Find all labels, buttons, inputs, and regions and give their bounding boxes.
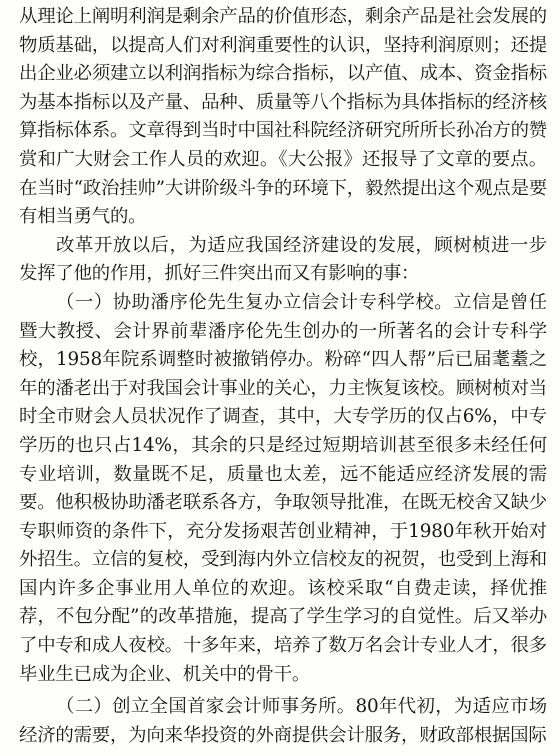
paragraph-profit-theory: 从理论上阐明利润是剩余产品的价值形态，剩余产品是社会发展的物质基础，以提高人们对利润重要性的认识，坚持利润原则；还提出企业必须建立以利润指标为综合指标，以产值、成本、资金指标为基本指标以及产量、品种、质量等八个指标为具体指标的经济核算指标体系。文章得到当时中国社科院经济研究所所长孙冶方的赞赏和广大财会工作人员的欢迎。《大公报》还报导了文章的要点。在当时“政治挂帅”大讲阶级斗争的环境下，毅然提出这个观点是要有相当勇气的。	[19, 6, 547, 228]
paragraph-reform-intro: 改革开放以后，为适应我国经济建设的发展，顾树桢进一步发挥了他的作用，抓好三件突出而又有影响的事：	[19, 234, 547, 285]
paragraph-accounting-firm: （二）创立全国首家会计师事务所。80年代初，为适应市场经济的需要，为向来华投资的外商提供会计服务，财政部根据国际	[19, 696, 547, 746]
paragraph-lixin-school: （一）协助潘序伦先生复办立信会计专科学校。立信是曾任暨大教授、会计界前辈潘序伦先生创办的一所著名的会计专科学校，1958年院系调整时被撤销停办。粉碎“四人帮”后已届耄耋之年的潘老出于对我国会计事业的关心，力主恢复该校。顾树桢对当时全市财会人员状况作了调查，其中，大专学历的仅占6%，中专学历的也只占14%，其余的只是经过短期培训甚至很多未经任何专业培训，数量既不足，质量也太差，远不能适应经济发展的需要。他积极协助潘老联系各方，争取领导批准，在既无校舍又缺少专职师资的条件下，充分发扬艰苦创业精神，于1980年秋开始对外招生。立信的复校，受到海内外立信校友的祝贺，也受到上海和国内许多企事业用人单位的欢迎。该校采取“自费走读，择优推荐，不包分配”的改革措施，提高了学生学习的自觉性。后又举办了中专和成人夜校。十多年来，培养了数万名会计专业人才，很多毕业生已成为企业、机关中的骨干。	[19, 291, 547, 685]
